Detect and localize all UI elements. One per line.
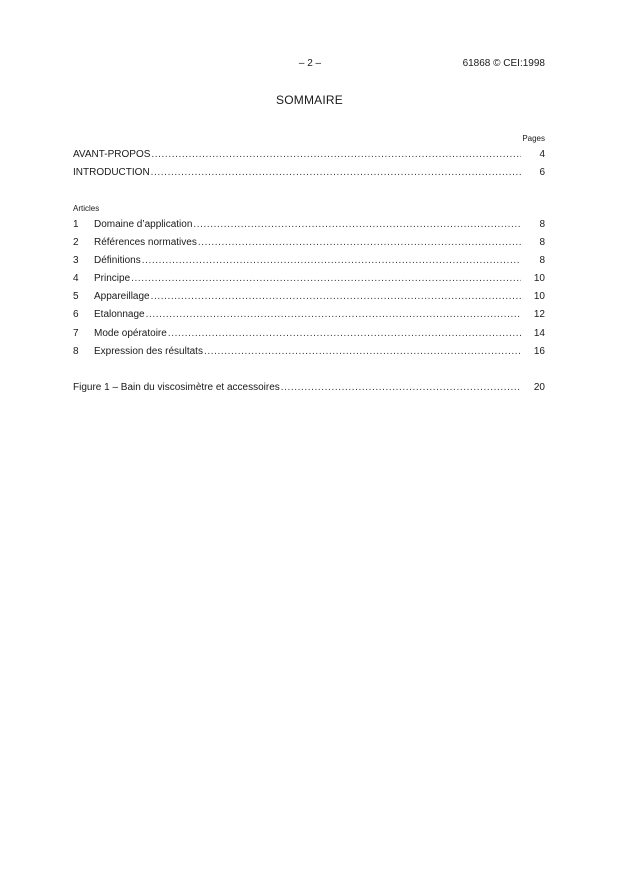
article-page: 10 <box>533 273 545 284</box>
article-number: 7 <box>73 328 79 339</box>
toc-article-1[interactable] <box>73 219 545 231</box>
pages-column-label: Pages <box>522 134 545 143</box>
article-page: 16 <box>533 346 545 357</box>
article-page: 14 <box>533 328 545 339</box>
article-number: 8 <box>73 346 79 357</box>
figure-page: 20 <box>533 382 545 393</box>
toc-article-4[interactable] <box>73 273 545 285</box>
dot-leader <box>131 273 521 285</box>
dot-leader <box>204 346 521 358</box>
figure-title: Figure 1 – Bain du viscosimètre et accessoires <box>73 382 280 393</box>
article-number: 1 <box>73 219 79 230</box>
article-page: 10 <box>533 291 545 302</box>
article-page: 12 <box>533 309 545 320</box>
article-title: Définitions <box>94 255 141 266</box>
toc-entry-avant-propos[interactable] <box>73 149 545 161</box>
article-title: Domaine d’application <box>94 219 193 230</box>
dot-leader <box>281 382 521 394</box>
dot-leader <box>198 237 521 249</box>
dot-leader <box>151 291 521 303</box>
toc-article-8[interactable] <box>73 346 545 358</box>
toc-article-6[interactable] <box>73 309 545 321</box>
article-title: Expression des résultats <box>94 346 203 357</box>
articles-label: Articles <box>73 204 100 213</box>
article-page: 8 <box>539 219 545 230</box>
toc-article-5[interactable] <box>73 291 545 303</box>
dot-leader <box>142 255 521 267</box>
article-title: Références normatives <box>94 237 197 248</box>
article-title: Appareillage <box>94 291 150 302</box>
dot-leader <box>151 167 521 179</box>
toc-figure-1[interactable] <box>73 382 545 394</box>
dot-leader <box>146 309 521 321</box>
article-number: 6 <box>73 309 79 320</box>
dot-leader <box>151 149 521 161</box>
toc-article-7[interactable] <box>73 328 545 340</box>
dot-leader <box>193 219 521 231</box>
toc-entry-page: 6 <box>539 167 545 178</box>
toc-article-3[interactable] <box>73 255 545 267</box>
article-title: Principe <box>94 273 131 284</box>
page-number: – 2 – <box>298 58 322 69</box>
article-number: 4 <box>73 273 79 284</box>
document-reference: 61868 © CEI:1998 <box>462 58 545 69</box>
toc-article-2[interactable] <box>73 237 545 249</box>
article-page: 8 <box>539 255 545 266</box>
article-title: Mode opératoire <box>94 328 167 339</box>
article-title: Etalonnage <box>94 309 145 320</box>
article-number: 5 <box>73 291 79 302</box>
toc-entry-text: AVANT-PROPOS <box>73 149 151 160</box>
article-page: 8 <box>539 237 545 248</box>
toc-entry-page: 4 <box>539 149 545 160</box>
toc-title: SOMMAIRE <box>276 93 343 107</box>
toc-entry-introduction[interactable] <box>73 167 545 179</box>
dot-leader <box>168 328 521 340</box>
article-number: 2 <box>73 237 79 248</box>
article-number: 3 <box>73 255 79 266</box>
toc-entry-text: INTRODUCTION <box>73 167 150 178</box>
